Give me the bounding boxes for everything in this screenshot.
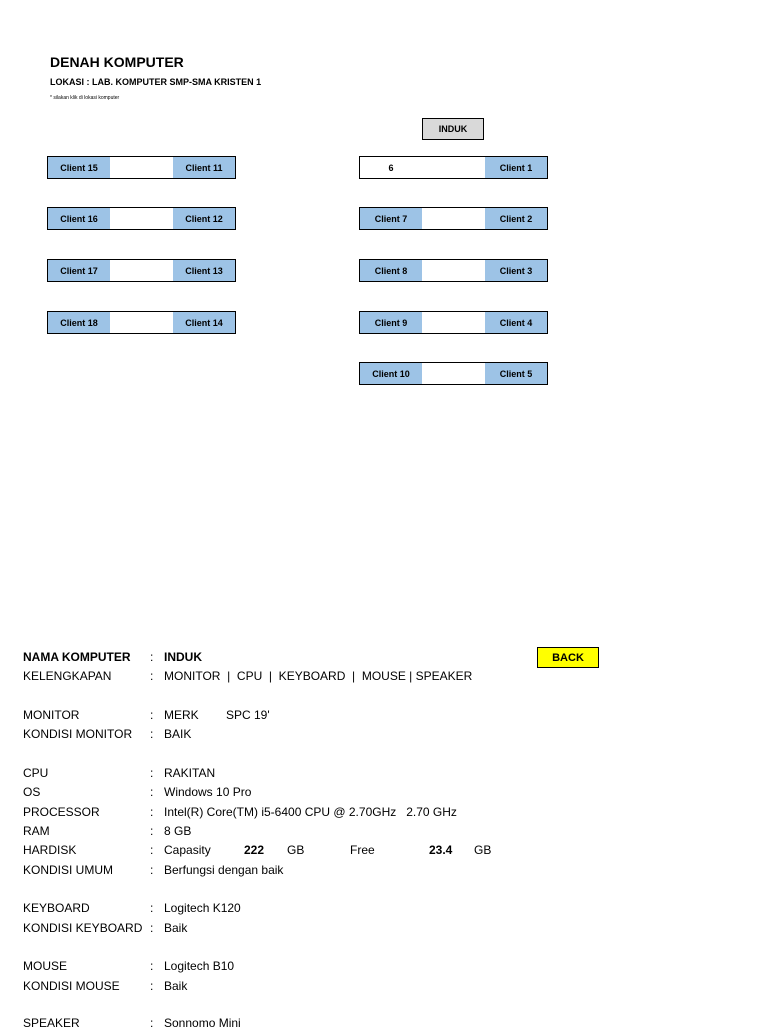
client-11-cell[interactable]: Client 11	[173, 157, 235, 178]
colon: :	[150, 669, 154, 683]
desk-row	[359, 207, 548, 230]
field-value: 8 GB	[164, 824, 192, 838]
field-value: Baik	[164, 921, 188, 935]
field-value: RAKITAN	[164, 766, 216, 780]
field-value: Logitech K120	[164, 901, 241, 915]
desk-gap	[422, 260, 485, 281]
client-1-cell[interactable]: Client 1	[485, 157, 547, 178]
induk-button[interactable]: INDUK	[422, 118, 484, 140]
kondisi-umum-row	[23, 861, 283, 880]
client-6-cell[interactable]: 6	[360, 157, 422, 178]
field-value: Intel(R) Core(TM) i5-6400 CPU @ 2.70GHz 2.70 GHz	[164, 805, 457, 819]
client-5-cell[interactable]: Client 5	[485, 363, 547, 384]
desk-row	[359, 362, 548, 385]
desk-gap	[110, 208, 173, 229]
back-button[interactable]: BACK	[537, 647, 599, 668]
page-title: DENAH KOMPUTER	[50, 54, 184, 70]
desk-row	[47, 156, 236, 179]
client-4-cell[interactable]: Client 4	[485, 312, 547, 333]
os-row	[23, 783, 251, 802]
desk-gap	[110, 312, 173, 333]
field-value: Logitech B10	[164, 959, 235, 973]
kondisi-monitor-row	[23, 725, 191, 744]
cpu-row	[23, 764, 215, 783]
free-label: Free	[350, 843, 375, 857]
merk-value: SPC 19'	[226, 708, 270, 722]
desk-gap	[110, 260, 173, 281]
field-label: KEYBOARD	[23, 901, 90, 915]
colon: :	[150, 708, 154, 722]
colon: :	[150, 979, 154, 993]
field-label: NAMA KOMPUTER	[23, 650, 131, 664]
mouse-row	[23, 957, 234, 976]
kondisi-mouse-row	[23, 977, 187, 996]
field-label: OS	[23, 785, 41, 799]
colon: :	[150, 650, 154, 664]
client-3-cell[interactable]: Client 3	[485, 260, 547, 281]
field-value: Windows 10 Pro	[164, 785, 252, 799]
client-13-cell[interactable]: Client 13	[173, 260, 235, 281]
free-unit: GB	[474, 843, 492, 857]
capacity-label: Capasity	[164, 843, 211, 857]
colon: :	[150, 959, 154, 973]
field-label: SPEAKER	[23, 1016, 80, 1030]
instruction-note: * silakan klik di lokasi komputer	[50, 95, 120, 101]
hardisk-row	[23, 841, 491, 860]
ram-row	[23, 822, 191, 841]
client-17-cell[interactable]: Client 17	[48, 260, 110, 281]
field-label: KONDISI MOUSE	[23, 979, 120, 993]
field-label: KELENGKAPAN	[23, 669, 112, 683]
colon: :	[150, 727, 154, 741]
desk-row	[47, 207, 236, 230]
colon: :	[150, 824, 154, 838]
desk-row	[359, 259, 548, 282]
monitor-row	[23, 706, 270, 725]
kelengkapan-row	[23, 667, 472, 686]
desk-gap	[110, 157, 173, 178]
location-subtitle: LOKASI : LAB. KOMPUTER SMP-SMA KRISTEN 1	[50, 77, 262, 87]
field-label: KONDISI KEYBOARD	[23, 921, 143, 935]
nama-komputer-row	[23, 648, 202, 667]
client-18-cell[interactable]: Client 18	[48, 312, 110, 333]
colon: :	[150, 843, 154, 857]
desk-row	[47, 311, 236, 334]
keyboard-row	[23, 899, 241, 918]
field-value: INDUK	[164, 650, 202, 664]
colon: :	[150, 1016, 154, 1030]
field-label: HARDISK	[23, 843, 77, 857]
field-value: MONITOR | CPU | KEYBOARD | MOUSE | SPEAKER	[164, 669, 473, 683]
free-value: 23.4	[429, 843, 453, 857]
merk-label: MERK	[164, 708, 199, 722]
client-8-cell[interactable]: Client 8	[360, 260, 422, 281]
desk-row	[47, 259, 236, 282]
capacity-unit: GB	[287, 843, 305, 857]
processor-row	[23, 803, 457, 822]
capacity-value: 222	[244, 843, 265, 857]
desk-gap	[422, 363, 485, 384]
field-label: CPU	[23, 766, 49, 780]
client-15-cell[interactable]: Client 15	[48, 157, 110, 178]
desk-row	[359, 311, 548, 334]
kondisi-keyboard-row	[23, 919, 187, 938]
field-label: KONDISI UMUM	[23, 863, 113, 877]
colon: :	[150, 901, 154, 915]
client-9-cell[interactable]: Client 9	[360, 312, 422, 333]
colon: :	[150, 785, 154, 799]
desk-gap	[422, 157, 485, 178]
field-label: PROCESSOR	[23, 805, 100, 819]
colon: :	[150, 766, 154, 780]
client-12-cell[interactable]: Client 12	[173, 208, 235, 229]
field-label: MOUSE	[23, 959, 68, 973]
colon: :	[150, 921, 154, 935]
client-2-cell[interactable]: Client 2	[485, 208, 547, 229]
client-14-cell[interactable]: Client 14	[173, 312, 235, 333]
field-value: Baik	[164, 979, 188, 993]
field-value: Sonnomo Mini	[164, 1016, 241, 1030]
desk-gap	[422, 312, 485, 333]
colon: :	[150, 863, 154, 877]
client-7-cell[interactable]: Client 7	[360, 208, 422, 229]
field-value: Berfungsi dengan baik	[164, 863, 284, 877]
field-label: RAM	[23, 824, 50, 838]
colon: :	[150, 805, 154, 819]
field-label: KONDISI MONITOR	[23, 727, 133, 741]
desk-row	[359, 156, 548, 179]
field-label: MONITOR	[23, 708, 80, 722]
desk-gap	[422, 208, 485, 229]
client-16-cell[interactable]: Client 16	[48, 208, 110, 229]
field-value: BAIK	[164, 727, 192, 741]
client-10-cell[interactable]: Client 10	[360, 363, 422, 384]
